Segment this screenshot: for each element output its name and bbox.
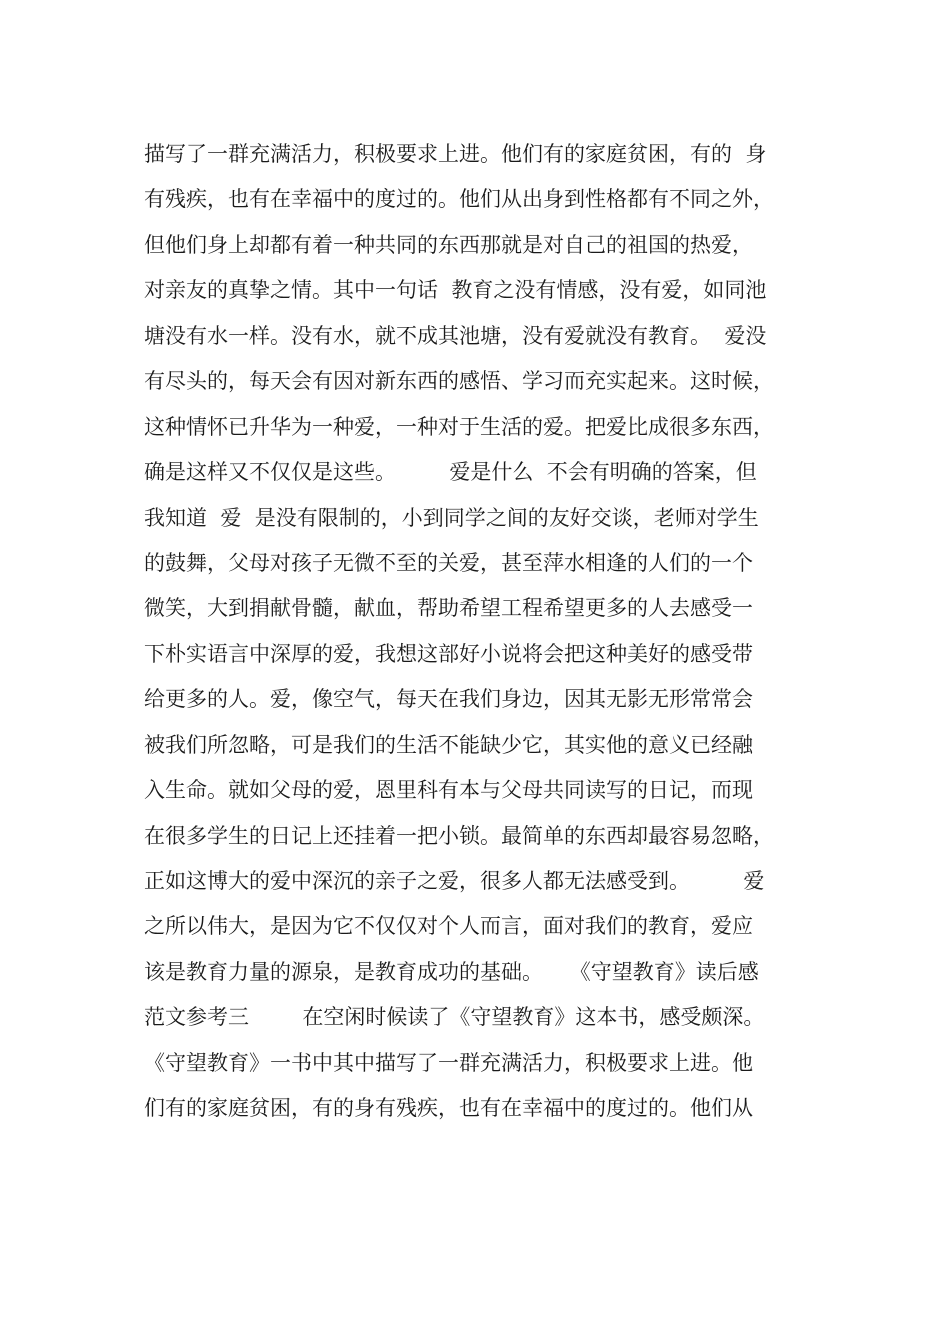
text-line: 该是教育力量的源泉，是教育成功的基础。 《守望教育》读后感	[144, 959, 759, 984]
text-line: 《守望教育》一书中其中描写了一群充满活力，积极要求上进。他	[144, 1050, 753, 1075]
text-line: 描写了一群充满活力，积极要求上进。他们有的家庭贫困，有的 身	[144, 142, 767, 166]
text-line: 塘没有水一样。没有水，就不成其池塘，没有爱就没有教育。 爱没	[144, 323, 767, 348]
text-line: 这种情怀已升华为一种爱，一种对于生活的爱。把爱比成很多东西，	[144, 414, 774, 439]
body-text	[144, 132, 834, 1132]
text-line: 正如这博大的爱中深沉的亲子之爱，很多人都无法感受到。 爱	[144, 869, 765, 893]
text-line: 给更多的人。爱，像空气，每天在我们身边，因其无影无形常常会	[144, 687, 753, 712]
text-line: 确是这样又不仅仅是这些。 爱是什么 不会有明确的答案，但	[144, 460, 757, 485]
text-line: 我知道 爱 是没有限制的，小到同学之间的友好交谈，老师对学生	[144, 505, 759, 530]
text-line: 有残疾，也有在幸福中的度过的。他们从出身到性格都有不同之外，	[144, 187, 774, 212]
text-line: 入生命。就如父母的爱，恩里科有本与父母共同读写的日记，而现	[144, 778, 753, 803]
text-line: 微笑，大到捐献骨髓，献血，帮助希望工程希望更多的人去感受一	[144, 596, 753, 621]
text-line: 们有的家庭贫困，有的身有残疾，也有在幸福中的度过的。他们从	[144, 1096, 753, 1121]
text-line: 但他们身上却都有着一种共同的东西那就是对自己的祖国的热爱，	[144, 232, 753, 257]
text-line: 有尽头的，每天会有因对新东西的感悟、学习而充实起来。这时候，	[144, 369, 774, 394]
text-line: 的鼓舞，父母对孩子无微不至的关爱，甚至萍水相逢的人们的一个	[144, 550, 753, 575]
text-line: 范文参考三 在空闲时候读了《守望教育》这本书，感受颇深。	[144, 1005, 765, 1030]
text-line: 之所以伟大，是因为它不仅仅对个人而言，面对我们的教育，爱应	[144, 914, 753, 939]
text-line: 对亲友的真挚之情。其中一句话 教育之没有情感，没有爱，如同池	[144, 278, 767, 303]
text-line: 在很多学生的日记上还挂着一把小锁。最简单的东西却最容易忽略，	[144, 823, 774, 848]
text-line: 被我们所忽略，可是我们的生活不能缺少它，其实他的意义已经融	[144, 732, 753, 757]
text-line: 下朴实语言中深厚的爱，我想这部好小说将会把这种美好的感受带	[144, 641, 753, 666]
